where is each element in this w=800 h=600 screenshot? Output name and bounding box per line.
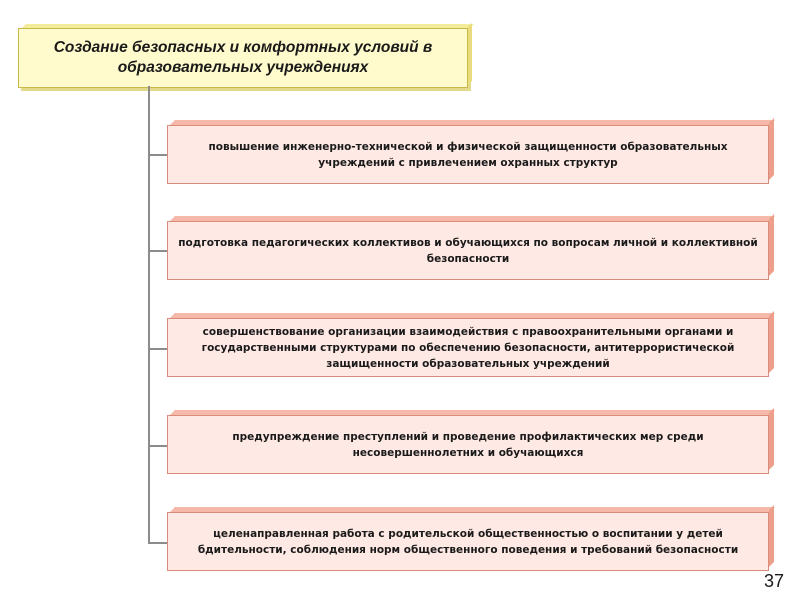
item-text: совершенствование организации взаимодействия с правоохранительными органами и государственными структурами по обеспечению безопасности, антитеррористической защищенности образовательных учреждений [201, 325, 735, 370]
connector-branch [148, 348, 168, 350]
connector-branch [148, 542, 168, 544]
root-title: Создание безопасных и комфортных условий в образовательных учреждениях [53, 39, 433, 76]
connector-branch [148, 445, 168, 447]
item-node [167, 125, 769, 184]
item-text: подготовка педагогических коллективов и обучающихся по вопросам личной и коллективной безопасности [178, 236, 758, 265]
connector-branch [148, 154, 168, 156]
item-node [167, 415, 769, 474]
connector-branch [148, 250, 168, 252]
item-node [167, 318, 769, 377]
item-text: целенаправленная работа с родительской общественностью о воспитании у детей бдительности, соблюдения норм общественного поведения и требований безопасности [197, 527, 739, 556]
page-number: 37 [763, 571, 784, 591]
item-node [167, 512, 769, 571]
item-node [167, 221, 769, 280]
item-text: повышение инженерно-технической и физической защищенности образовательных учреждений с привлечением охранных структур [208, 140, 728, 169]
root-node [18, 28, 468, 88]
item-text: предупреждение преступлений и проведение профилактических мер среди несовершеннолетних и обучающихся [232, 430, 704, 459]
